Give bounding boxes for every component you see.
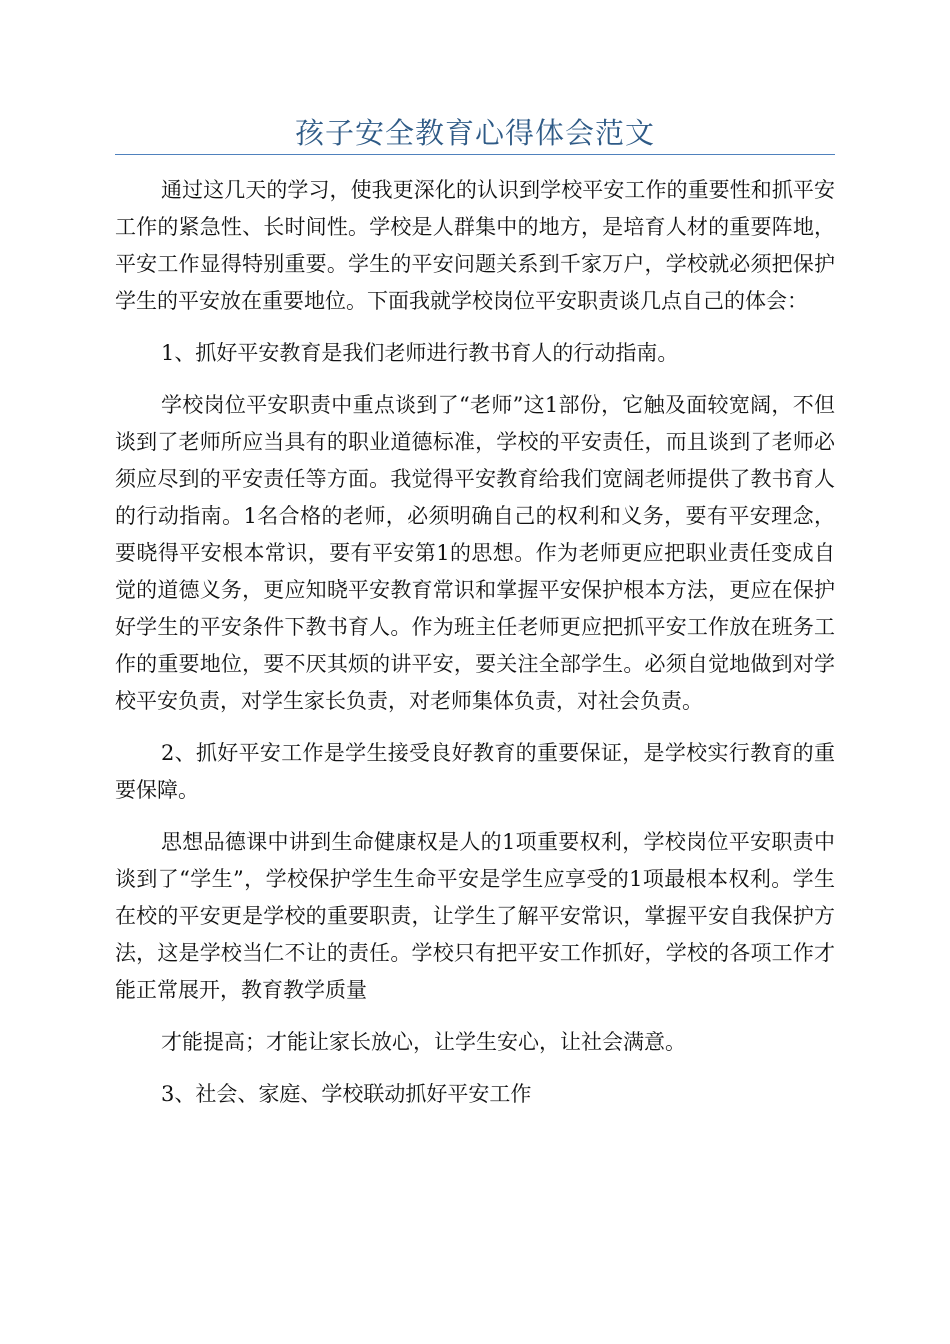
paragraph: 才能提高；才能让家长放心，让学生安心，让社会满意。: [161, 1030, 686, 1054]
document-title: 孩子安全教育心得体会范文: [294, 116, 655, 150]
section-heading: 2、抓好平安工作是学生接受良好教育的重要保证，是学校实行教育的重要保障。: [115, 741, 835, 802]
title-underline: [115, 154, 835, 155]
section-heading: 3、社会、家庭、学校联动抓好平安工作: [161, 1082, 532, 1106]
paragraph: 思想品德课中讲到生命健康权是人的1项重要权利，学校岗位平安职责中谈到了“学生”，学校保护学生生命平安是学生应享受的1项最根本权利。学生在校的平安更是学校的重要职责，让学生了解平安常识，掌握平安自我保护方法，这是学校当仁不让的责任。学校只有把平安工作抓好，学校的各项工作才能正常展开，教育教学质量: [115, 830, 835, 1002]
document-body: [115, 172, 835, 1128]
paragraph: 学校岗位平安职责中重点谈到了“老师”这1部份，它触及面较宽阔，不但谈到了老师所应当具有的职业道德标准，学校的平安责任，而且谈到了老师必须应尽到的平安责任等方面。我觉得平安教育给我们宽阔老师提供了教书育人的行动指南。1名合格的老师，必须明确自己的权利和义务，要有平安理念，要晓得平安根本常识，要有平安第1的思想。作为老师更应把职业责任变成自觉的道德义务，更应知晓平安教育常识和掌握平安保护根本方法，更应在保护好学生的平安条件下教书育人。作为班主任老师更应把抓平安工作放在班务工作的重要地位，要不厌其烦的讲平安，要关注全部学生。必须自觉地做到对学校平安负责，对学生家长负责，对老师集体负责，对社会负责。: [115, 393, 835, 713]
paragraph: 通过这几天的学习，使我更深化的认识到学校平安工作的重要性和抓平安工作的紧急性、长时间性。学校是人群集中的地方，是培育人材的重要阵地，平安工作显得特别重要。学生的平安问题关系到千家万户，学校就必须把保护学生的平安放在重要地位。下面我就学校岗位平安职责谈几点自己的体会：: [115, 178, 835, 313]
section-heading: 1、抓好平安教育是我们老师进行教书育人的行动指南。: [161, 341, 679, 365]
